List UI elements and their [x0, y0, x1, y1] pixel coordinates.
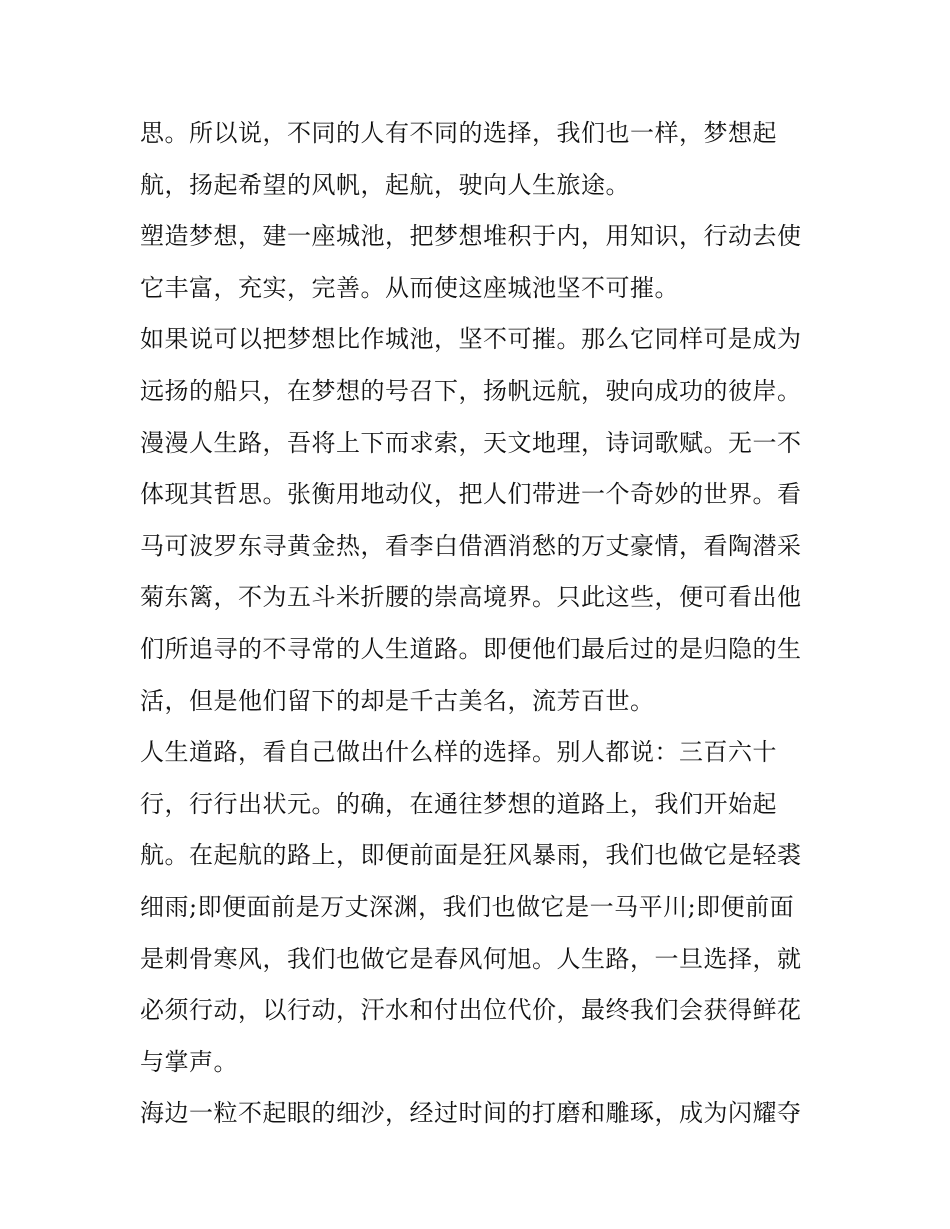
- text-line: 与掌声。: [140, 1047, 238, 1076]
- text-line: 航，扬起希望的风帆，起航，驶向人生旅途。: [140, 170, 630, 199]
- text-line: 海边一粒不起眼的细沙，经过时间的打磨和雕琢，成为闪耀夺: [140, 1099, 802, 1128]
- body-text: [140, 108, 816, 1140]
- text-line: 远扬的船只，在梦想的号召下，扬帆远航，驶向成功的彼岸。: [140, 376, 802, 405]
- text-line: 马可波罗东寻黄金热，看李白借酒消愁的万丈豪情，看陶潜采: [140, 531, 802, 560]
- text-line: 人生道路，看自己做出什么样的选择。别人都说：三百六十: [140, 738, 777, 767]
- text-line: 活，但是他们留下的却是千古美名，流芳百世。: [140, 686, 655, 715]
- text-line: 漫漫人生路，吾将上下而求索，天文地理，诗词歌赋。无一不: [140, 428, 802, 457]
- text-line: 是刺骨寒风，我们也做它是春风何旭。人生路，一旦选择，就: [140, 944, 802, 973]
- text-line: 菊东篱，不为五斗米折腰的崇高境界。只此这些，便可看出他: [140, 583, 802, 612]
- text-line: 航。在起航的路上，即便前面是狂风暴雨，我们也做它是轻裘: [140, 841, 802, 870]
- text-line: 必须行动，以行动，汗水和付出位代价，最终我们会获得鲜花: [140, 996, 802, 1025]
- text-line: 思。所以说，不同的人有不同的选择，我们也一样，梦想起: [140, 119, 777, 147]
- text-line: 们所追寻的不寻常的人生道路。即便他们最后过的是归隐的生: [140, 634, 802, 663]
- text-line: 如果说可以把梦想比作城池，坚不可摧。那么它同样可是成为: [140, 325, 802, 354]
- text-line: 细雨;即便面前是万丈深渊，我们也做它是一马平川;即便前面: [140, 892, 795, 921]
- text-line: 它丰富，充实，完善。从而使这座城池坚不可摧。: [140, 273, 679, 302]
- text-line: 体现其哲思。张衡用地动仪，把人们带进一个奇妙的世界。看: [140, 480, 802, 509]
- text-line: 塑造梦想，建一座城池，把梦想堆积于内，用知识，行动去使: [140, 222, 802, 251]
- text-line: 行，行行出状元。的确，在通往梦想的道路上，我们开始起: [140, 789, 777, 818]
